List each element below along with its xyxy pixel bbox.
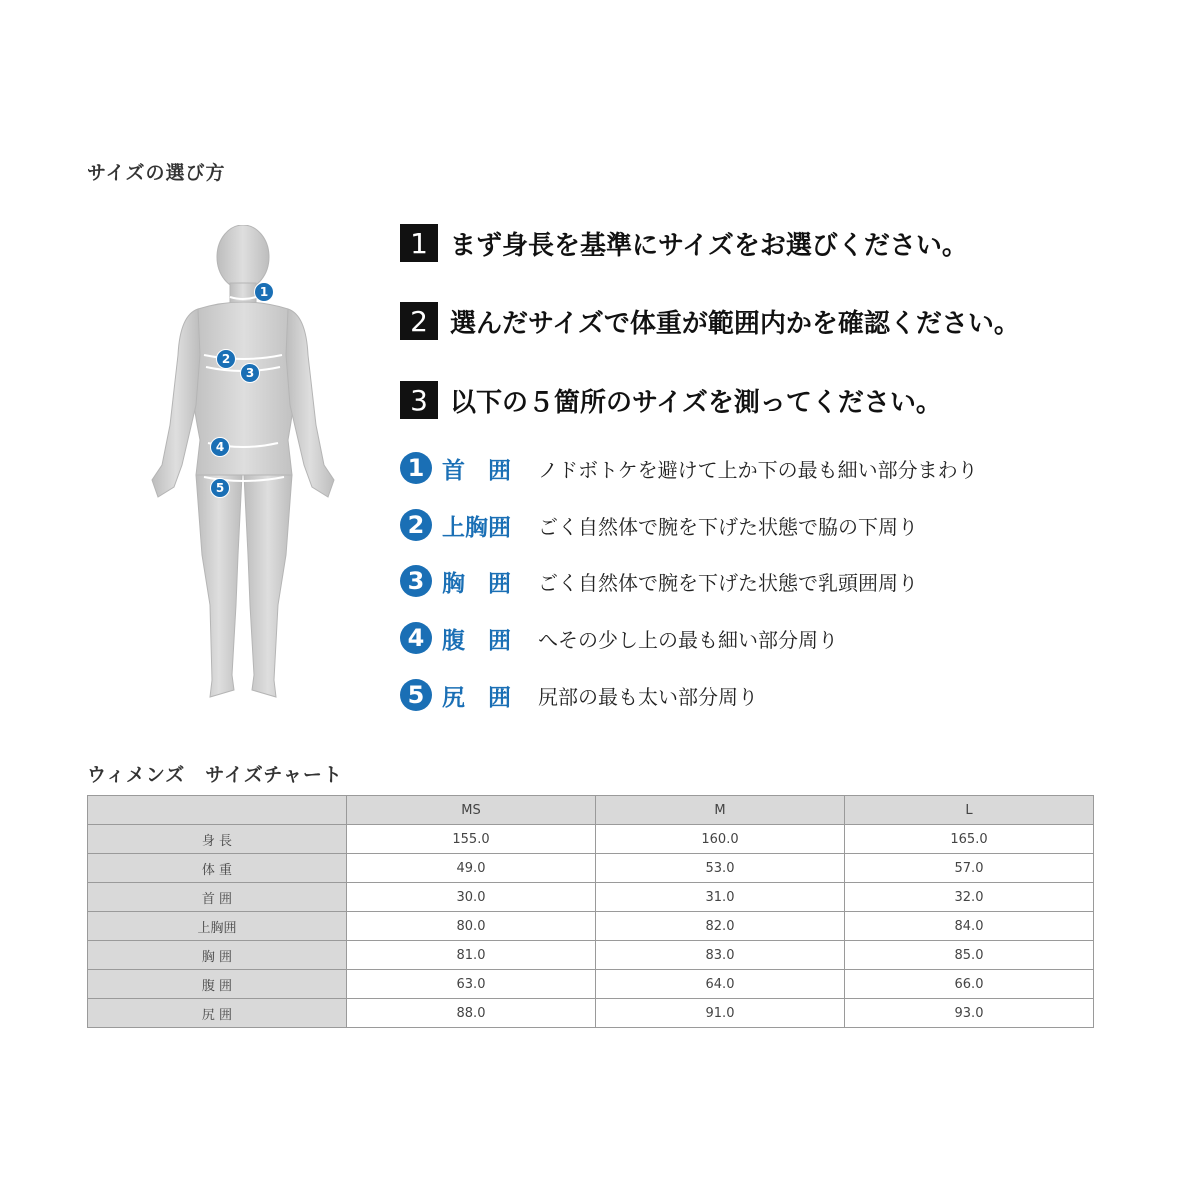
measurement-waist: [400, 620, 838, 656]
table-header-l: L: [845, 796, 1094, 825]
table-cell: 31.0: [596, 883, 845, 912]
row-label: 身 長: [88, 825, 347, 854]
table-cell: 30.0: [347, 883, 596, 912]
measurement-label-4: 腹 囲: [442, 627, 511, 654]
figure-marker-5: 5: [210, 478, 230, 498]
table-cell: 64.0: [596, 970, 845, 999]
measurement-label-2: 上胸囲: [442, 514, 511, 541]
measurement-number-5: 5: [400, 679, 432, 711]
table-cell: 160.0: [596, 825, 845, 854]
table-header-ms: MS: [347, 796, 596, 825]
step-number-2: 2: [400, 302, 438, 340]
table-row: [88, 883, 1094, 912]
measurement-neck: [400, 450, 978, 486]
row-label: 腹 囲: [88, 970, 347, 999]
table-cell: 63.0: [347, 970, 596, 999]
row-label: 尻 囲: [88, 999, 347, 1028]
table-row: [88, 999, 1094, 1028]
table-header-row: [88, 796, 1094, 825]
measurement-number-4: 4: [400, 622, 432, 654]
row-label: 胸 囲: [88, 941, 347, 970]
size-guide-title: サイズの選び方: [87, 162, 226, 184]
step-1: [400, 224, 968, 262]
table-cell: 49.0: [347, 854, 596, 883]
table-header-corner: [88, 796, 347, 825]
table-header-m: M: [596, 796, 845, 825]
measurement-label-3: 胸 囲: [442, 570, 511, 597]
row-label: 体 重: [88, 854, 347, 883]
table-cell: 32.0: [845, 883, 1094, 912]
step-2: [400, 302, 1020, 340]
row-label: 首 囲: [88, 883, 347, 912]
measurement-upper-chest: [400, 507, 918, 543]
table-cell: 84.0: [845, 912, 1094, 941]
table-cell: 155.0: [347, 825, 596, 854]
measurement-desc-3: ごく自然体で腕を下げた状態で乳頭囲周り: [538, 570, 918, 595]
figure-marker-1: 1: [254, 282, 274, 302]
table-cell: 83.0: [596, 941, 845, 970]
table-row: [88, 854, 1094, 883]
table-cell: 82.0: [596, 912, 845, 941]
table-row: [88, 912, 1094, 941]
measurement-label-5: 尻 囲: [442, 684, 511, 711]
body-figure: [140, 225, 350, 715]
step-number-1: 1: [400, 224, 438, 262]
table-cell: 85.0: [845, 941, 1094, 970]
step-text-3: 以下の５箇所のサイズを測ってください。: [450, 387, 942, 418]
table-cell: 57.0: [845, 854, 1094, 883]
table-cell: 165.0: [845, 825, 1094, 854]
size-chart-table: [87, 795, 1094, 1028]
table-cell: 66.0: [845, 970, 1094, 999]
table-cell: 91.0: [596, 999, 845, 1028]
table-row: [88, 941, 1094, 970]
table-cell: 93.0: [845, 999, 1094, 1028]
table-cell: 80.0: [347, 912, 596, 941]
measurement-number-1: 1: [400, 452, 432, 484]
measurement-chest: [400, 563, 918, 599]
measurement-number-2: 2: [400, 509, 432, 541]
step-text-1: まず身長を基準にサイズをお選びください。: [450, 230, 968, 261]
body-figure-icon: [140, 225, 350, 715]
step-3: [400, 381, 942, 419]
table-cell: 53.0: [596, 854, 845, 883]
table-cell: 88.0: [347, 999, 596, 1028]
measurement-hip: [400, 677, 758, 713]
table-row: [88, 825, 1094, 854]
size-chart-title: ウィメンズ サイズチャート: [87, 764, 343, 786]
measurement-label-1: 首 囲: [442, 457, 511, 484]
row-label: 上胸囲: [88, 912, 347, 941]
measurement-desc-4: へその少し上の最も細い部分周り: [538, 627, 838, 652]
figure-marker-2: 2: [216, 349, 236, 369]
measurement-desc-5: 尻部の最も太い部分周り: [538, 684, 758, 709]
figure-marker-4: 4: [210, 437, 230, 457]
figure-marker-3: 3: [240, 363, 260, 383]
measurement-desc-1: ノドボトケを避けて上か下の最も細い部分まわり: [538, 457, 978, 482]
measurement-number-3: 3: [400, 565, 432, 597]
step-number-3: 3: [400, 381, 438, 419]
step-text-2: 選んだサイズで体重が範囲内かを確認ください。: [450, 308, 1020, 339]
table-cell: 81.0: [347, 941, 596, 970]
table-row: [88, 970, 1094, 999]
measurement-desc-2: ごく自然体で腕を下げた状態で脇の下周り: [538, 514, 918, 539]
